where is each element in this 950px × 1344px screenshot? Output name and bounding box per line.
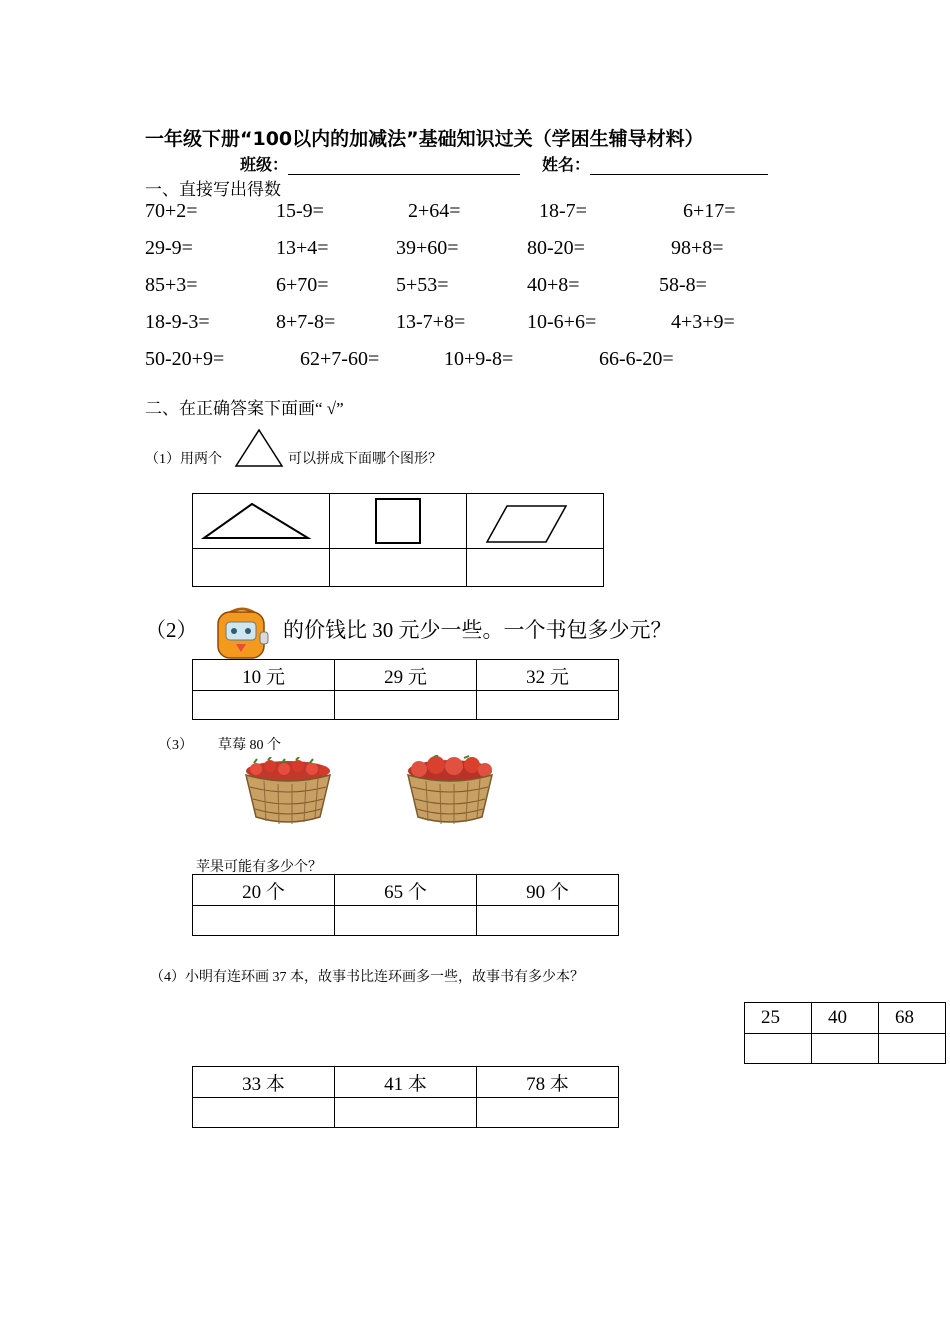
section1-heading: 一、直接写出得数 <box>145 180 281 199</box>
expr: 5+53= <box>396 274 449 296</box>
option-label: 78 本 <box>477 1067 619 1098</box>
name-label: 姓名： <box>542 155 591 174</box>
answer-cell[interactable] <box>477 906 619 936</box>
q1-prefix: （1）用两个 <box>145 452 222 467</box>
answer-cell[interactable] <box>467 549 604 587</box>
answer-cell[interactable] <box>335 1098 477 1128</box>
class-field <box>240 152 520 175</box>
answer-cell[interactable] <box>477 1098 619 1128</box>
q4-text: （4）小明有连环画 37 本，故事书比连环画多一些，故事书有多少本？ <box>150 970 584 985</box>
name-blank[interactable] <box>590 158 768 175</box>
option-parallelogram <box>467 494 604 549</box>
q3-prefix: （3） <box>158 738 193 753</box>
expr: 15-9= <box>276 200 324 222</box>
expr: 80-20= <box>527 237 585 259</box>
page-title: 一年级下册“100以内的加减法”基础知识过关（学困生辅导材料） <box>145 128 704 150</box>
q1-suffix: 可以拼成下面哪个图形？ <box>288 452 442 467</box>
side-options-table <box>744 1002 946 1064</box>
expr: 10+9-8= <box>444 348 514 370</box>
option-label: 10 元 <box>193 660 335 691</box>
expr: 70+2= <box>145 200 198 222</box>
expr: 62+7-60= <box>300 348 380 370</box>
triangle-icon <box>234 428 284 468</box>
answer-cell[interactable] <box>812 1034 879 1064</box>
option-triangle <box>193 494 330 549</box>
answer-cell[interactable] <box>745 1034 812 1064</box>
expr: 10-6+6= <box>527 311 597 333</box>
option-square <box>330 494 467 549</box>
option-label: 25 <box>745 1003 812 1034</box>
class-blank[interactable] <box>288 158 520 175</box>
answer-cell[interactable] <box>335 906 477 936</box>
expr: 66-6-20= <box>599 348 674 370</box>
backpack-icon <box>212 604 270 660</box>
q2-prefix: （2） <box>145 618 198 642</box>
name-field <box>542 152 768 175</box>
expr: 2+64= <box>408 200 461 222</box>
expr: 18-7= <box>539 200 587 222</box>
option-label: 32 元 <box>477 660 619 691</box>
answer-cell[interactable] <box>335 691 477 720</box>
option-label: 40 <box>812 1003 879 1034</box>
expr: 58-8= <box>659 274 707 296</box>
answer-cell[interactable] <box>477 691 619 720</box>
q2-options-table <box>192 659 619 720</box>
q3-question: 苹果可能有多少个？ <box>196 860 322 875</box>
expr: 85+3= <box>145 274 198 296</box>
expr: 40+8= <box>527 274 580 296</box>
q3-options-table <box>192 874 619 936</box>
answer-cell[interactable] <box>193 691 335 720</box>
option-label: 90 个 <box>477 875 619 906</box>
expr: 29-9= <box>145 237 193 259</box>
q4-options-table <box>192 1066 619 1128</box>
option-label: 41 本 <box>335 1067 477 1098</box>
q1-options-table <box>192 493 604 587</box>
expr: 6+70= <box>276 274 329 296</box>
option-label: 65 个 <box>335 875 477 906</box>
strawberry-basket-icon <box>244 757 332 827</box>
expr: 13-7+8= <box>396 311 466 333</box>
answer-cell[interactable] <box>193 906 335 936</box>
answer-cell[interactable] <box>193 1098 335 1128</box>
answer-cell[interactable] <box>330 549 467 587</box>
expr: 98+8= <box>671 237 724 259</box>
q3-label: 草莓 80 个 <box>218 738 281 753</box>
answer-cell[interactable] <box>193 549 330 587</box>
apple-basket-icon <box>406 755 494 827</box>
q2-text: 的价钱比 30 元少一些。一个书包多少元？ <box>283 618 672 642</box>
class-label: 班级： <box>240 155 289 174</box>
expr: 8+7-8= <box>276 311 336 333</box>
answer-cell[interactable] <box>879 1034 946 1064</box>
expr: 4+3+9= <box>671 311 735 333</box>
expr: 18-9-3= <box>145 311 210 333</box>
expr: 50-20+9= <box>145 348 225 370</box>
option-label: 29 元 <box>335 660 477 691</box>
expr: 6+17= <box>683 200 736 222</box>
option-label: 68 <box>879 1003 946 1034</box>
section2-heading: 二、在正确答案下面画“ √” <box>145 399 344 418</box>
option-label: 33 本 <box>193 1067 335 1098</box>
expr: 13+4= <box>276 237 329 259</box>
expr: 39+60= <box>396 237 459 259</box>
option-label: 20 个 <box>193 875 335 906</box>
